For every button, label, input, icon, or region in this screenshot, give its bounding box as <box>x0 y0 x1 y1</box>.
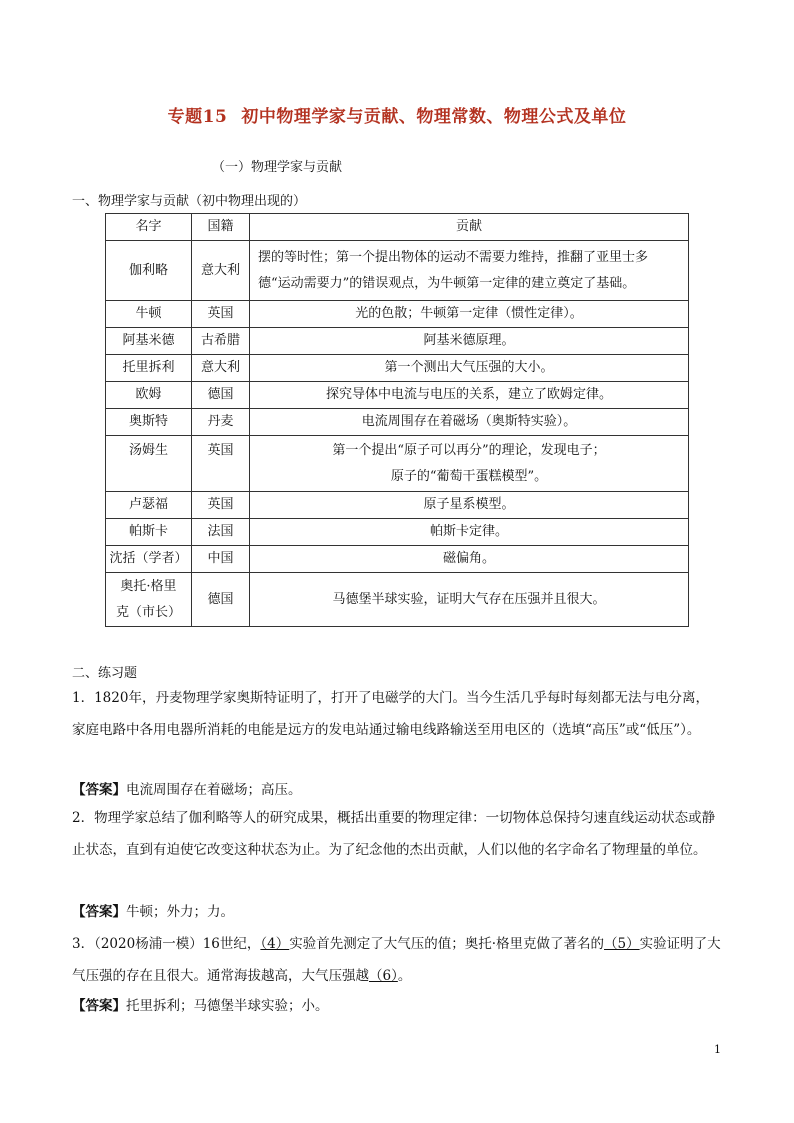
table-row <box>106 546 689 573</box>
cell-contribution: 帕斯卡定律。 <box>250 519 689 546</box>
cell-country: 德国 <box>192 573 250 627</box>
section-heading-2: 二、练习题 <box>72 666 138 681</box>
cell-contribution <box>250 241 689 301</box>
table-row <box>106 492 689 519</box>
cell-contribution: 探究导体中电流与电压的关系，建立了欧姆定律。 <box>250 382 689 409</box>
question-1: 1．1820年，丹麦物理学家奥斯特证明了，打开了电磁学的大门。当今生活几乎每时每刻都无法与电分离，家庭电路中各用电器所消耗的电能是远方的发电站通过输电线路输送至用电区的（选填“高压”或“低压”）。 <box>72 690 709 738</box>
blank-4: （4） <box>260 936 290 952</box>
table-row <box>106 241 689 301</box>
answer-text: 牛顿；外力；力。 <box>126 904 234 920</box>
question-3-text: 3．（2020杨浦一模）16世纪， <box>72 936 261 952</box>
question-3-text: 实验首先测定了大气压的值；奥托·格里克做了著名的 <box>289 936 605 952</box>
blank-6: （6） <box>369 968 398 984</box>
question-3-text: 实验证明了大气压强的存在且很大。通常海拔越高，大气压强越 <box>72 936 721 984</box>
cell-name: 伽利略 <box>106 241 192 301</box>
contribution-line: 摆的等时性；第一个提出物体的运动不需要力维持，推翻了亚里士多 <box>258 249 649 265</box>
header-contribution: 贡献 <box>250 214 689 241</box>
cell-country: 中国 <box>192 546 250 573</box>
cell-country: 英国 <box>192 301 250 328</box>
cell-country: 德国 <box>192 382 250 409</box>
page-number: 1 <box>714 1043 721 1056</box>
cell-country: 意大利 <box>192 241 250 301</box>
cell-name: 奥斯特 <box>106 409 192 436</box>
cell-country: 丹麦 <box>192 409 250 436</box>
cell-name: 牛顿 <box>106 301 192 328</box>
answer-3 <box>72 990 722 1022</box>
document-title <box>0 102 794 127</box>
cell-contribution: 马德堡半球实验，证明大气存在压强并且很大。 <box>250 573 689 627</box>
answer-label: 【答案】 <box>72 904 126 920</box>
name-line: 克（市长） <box>115 604 181 620</box>
table-row <box>106 301 689 328</box>
question-3 <box>72 928 722 992</box>
table-row <box>106 436 689 492</box>
cell-name: 欧姆 <box>106 382 192 409</box>
cell-name: 汤姆生 <box>106 436 192 492</box>
table-row <box>106 519 689 546</box>
contribution-line: 德“运动需要力”的错误观点，为牛顿第一定律的建立奠定了基础。 <box>258 275 636 291</box>
cell-contribution <box>250 436 689 492</box>
table-row <box>106 355 689 382</box>
table-header-row <box>106 214 689 241</box>
name-line: 奥托·格里 <box>120 578 177 594</box>
cell-name: 阿基米德 <box>106 328 192 355</box>
cell-country: 法国 <box>192 519 250 546</box>
header-country: 国籍 <box>192 214 250 241</box>
table-row <box>106 573 689 627</box>
cell-name: 沈括（学者） <box>106 546 192 573</box>
answer-label: 【答案】 <box>72 782 126 798</box>
answer-text: 电流周围存在着磁场；高压。 <box>126 782 302 798</box>
table-row <box>106 382 689 409</box>
cell-name: 帕斯卡 <box>106 519 192 546</box>
cell-name <box>106 573 192 627</box>
cell-contribution: 原子星系模型。 <box>250 492 689 519</box>
section-heading-1: 一、物理学家与贡献（初中物理出现的） <box>72 194 307 209</box>
header-name: 名字 <box>106 214 192 241</box>
cell-contribution: 第一个测出大气压强的大小。 <box>250 355 689 382</box>
table-row <box>106 409 689 436</box>
title-number: 专题15 <box>167 107 228 127</box>
blank-5: （5） <box>604 936 640 952</box>
title-text: 初中物理学家与贡献、物理常数、物理公式及单位 <box>241 107 627 127</box>
cell-contribution: 阿基米德原理。 <box>250 328 689 355</box>
subtitle: （一）物理学家与贡献 <box>212 160 343 175</box>
cell-name: 卢瑟福 <box>106 492 192 519</box>
cell-country: 古希腊 <box>192 328 250 355</box>
cell-contribution: 磁偏角。 <box>250 546 689 573</box>
scientists-table <box>105 213 689 627</box>
cell-country: 英国 <box>192 436 250 492</box>
cell-name: 托里拆利 <box>106 355 192 382</box>
contribution-line: 原子的“葡萄干蛋糕模型”。 <box>390 468 548 484</box>
answer-label: 【答案】 <box>72 998 126 1014</box>
cell-contribution: 电流周围存在着磁场（奥斯特实验）。 <box>250 409 689 436</box>
cell-contribution: 光的色散；牛顿第一定律（惯性定律）。 <box>250 301 689 328</box>
answer-text: 托里拆利；马德堡半球实验；小。 <box>126 998 329 1014</box>
table-row <box>106 328 689 355</box>
question-3-text: 。 <box>397 968 412 984</box>
cell-country: 英国 <box>192 492 250 519</box>
question-2: 2．物理学家总结了伽利略等人的研究成果，概括出重要的物理定律：一切物体总保持匀速直线运动状态或静止状态，直到有迫使它改变这种状态为止。为了纪念他的杰出贡献，人们以他的名字命名了物理量的单位。 <box>72 810 716 858</box>
answer-2 <box>72 896 722 928</box>
cell-country: 意大利 <box>192 355 250 382</box>
contribution-line: 第一个提出“原子可以再分”的理论，发现电子； <box>332 442 606 458</box>
